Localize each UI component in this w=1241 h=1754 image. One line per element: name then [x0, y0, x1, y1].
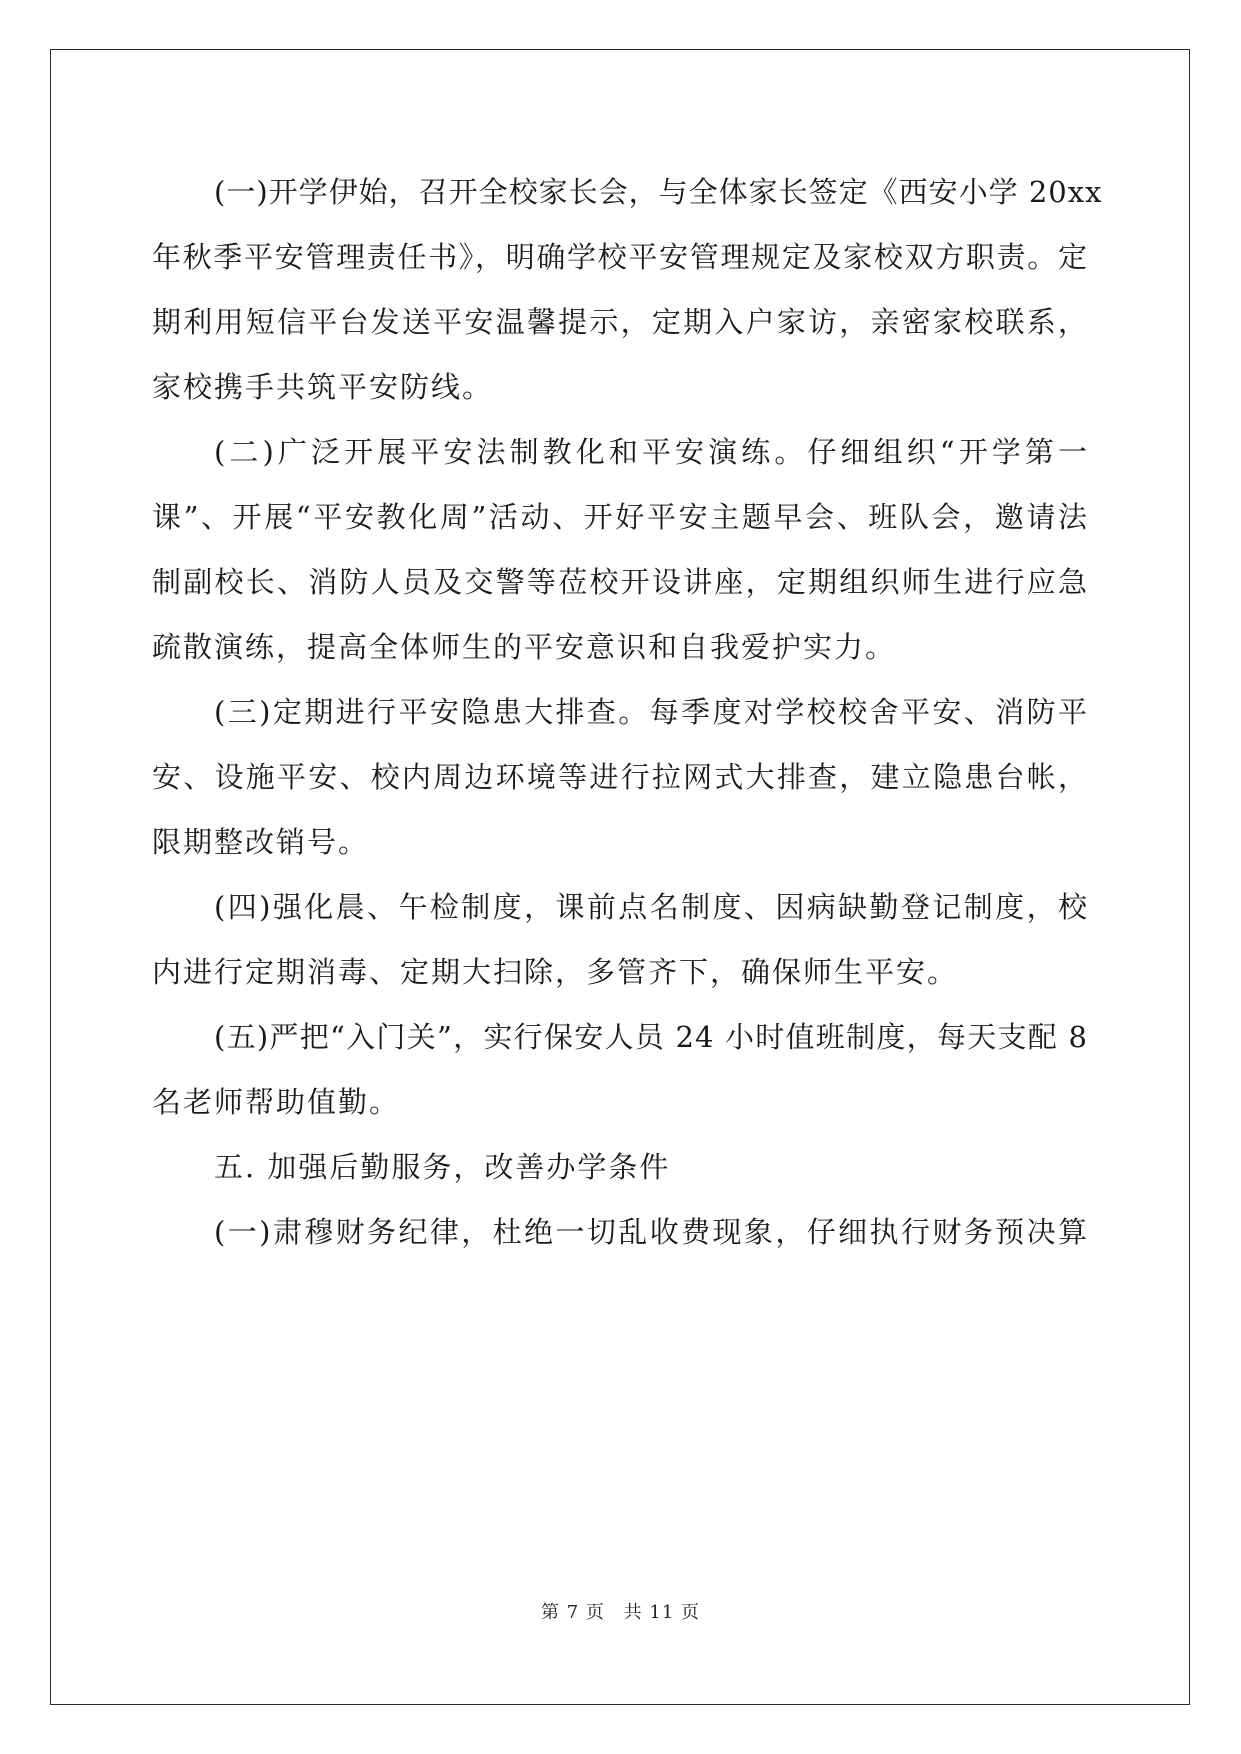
paragraph-2-line-1: (二)广泛开展平安法制教化和平安演练。仔细组织“开学第一: [214, 435, 1088, 469]
paragraph-1-line-1: (一)开学伊始，召开全校家长会，与全体家长签定《西安小学 20xx: [214, 175, 1103, 209]
paragraph-6-line-1: (一)肃穆财务纪律，杜绝一切乱收费现象，仔细执行财务预决算: [214, 1215, 1088, 1249]
paragraph-2-line-3: 制副校长、消防人员及交警等莅校开设讲座，定期组织师生进行应急: [152, 565, 1088, 599]
paragraph-2-line-2: 课”、开展“平安教化周”活动、开好平安主题早会、班队会，邀请法: [152, 500, 1088, 534]
paragraph-5-line-2: 名老师帮助值勤。: [152, 1085, 401, 1119]
paragraph-2-line-4: 疏散演练，提高全体师生的平安意识和自我爱护实力。: [152, 630, 897, 664]
paragraph-3-line-3: 限期整改销号。: [152, 825, 370, 859]
document-body: [152, 160, 1103, 1265]
page-footer: [0, 1598, 1241, 1624]
paragraph-1-line-2: 年秋季平安管理责任书》，明确学校平安管理规定及家校双方职责。定: [152, 240, 1088, 274]
paragraph-1-line-4: 家校携手共筑平安防线。: [152, 370, 494, 404]
section-heading: 五. 加强后勤服务，改善办学条件: [214, 1150, 671, 1184]
paragraph-5-line-1: (五)严把“入门关”，实行保安人员 24 小时值班制度，每天支配 8: [214, 1020, 1088, 1054]
page-number: 第 7 页: [541, 1602, 605, 1623]
page-total: 共 11 页: [623, 1602, 700, 1623]
paragraph-4-line-2: 内进行定期消毒、定期大扫除，多管齐下，确保师生平安。: [152, 955, 959, 989]
paragraph-3-line-1: (三)定期进行平安隐患大排查。每季度对学校校舍平安、消防平: [214, 695, 1088, 729]
paragraph-3-line-2: 安、设施平安、校内周边环境等进行拉网式大排查，建立隐患台帐，: [152, 760, 1088, 794]
paragraph-1-line-3: 期利用短信平台发送平安温馨提示，定期入户家访，亲密家校联系，: [152, 305, 1088, 339]
paragraph-4-line-1: (四)强化晨、午检制度，课前点名制度、因病缺勤登记制度，校: [214, 890, 1088, 924]
